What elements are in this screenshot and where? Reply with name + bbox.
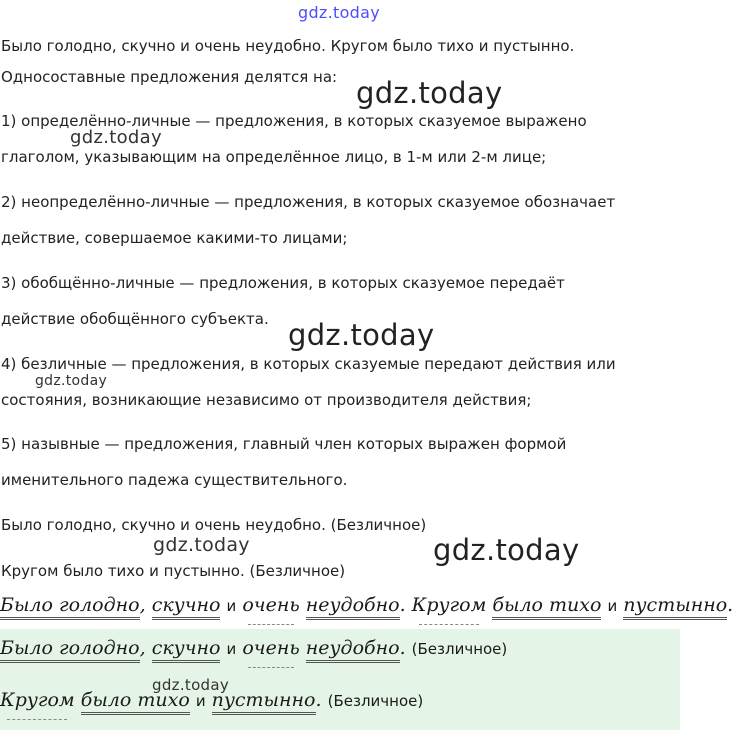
answer-type-label: (Безличное) — [411, 640, 508, 658]
parsed-adverbial-1: очень — [242, 594, 300, 616]
answer-type-label: (Безличное) — [327, 692, 424, 710]
answer-predicate-2: скучно — [152, 637, 221, 663]
parsed-predicate-3: неудобно — [306, 594, 400, 620]
parsed-predicate-1: Было голодно — [0, 594, 140, 620]
parsed-sentence — [0, 594, 733, 620]
list-item-1-line-2: глаголом, указывающим на определённое лицо, в 1-м или 2-м лице; — [1, 148, 547, 166]
answer-predicate-4: было тихо — [81, 689, 190, 715]
parsed-comma: , — [139, 594, 146, 616]
list-item-3-line-2: действие обобщённого субъекта. — [1, 310, 269, 328]
list-item-1-line-1: 1) определённо-личные — предложения, в которых сказуемое выражено — [1, 112, 587, 130]
answer-conjunction: и — [195, 692, 206, 710]
watermark: gdz.today — [35, 373, 108, 389]
answer-comma: , — [139, 637, 146, 659]
result-line-1: Было голодно, скучно и очень неудобно. (Безличное) — [1, 516, 427, 534]
watermark: gdz.today — [70, 127, 162, 148]
watermark: gdz.today — [433, 533, 580, 567]
parsed-predicate-5: пустынно — [623, 594, 727, 620]
list-item-5-line-2: именительного падежа существительного. — [1, 471, 348, 489]
answer-period: . — [399, 637, 406, 659]
answer-predicate-1: Было голодно — [0, 637, 140, 663]
list-item-3-line-1: 3) обобщённо-личные — предложения, в которых сказуемое передаёт — [1, 274, 565, 292]
parsed-predicate-2: скучно — [152, 594, 221, 620]
parsed-period: . — [727, 594, 733, 616]
list-item-5-line-1: 5) назывные — предложения, главный член которых выражен формой — [1, 435, 567, 453]
sentence-text: Было голодно, скучно и очень неудобно. Кругом было тихо и пустынно. — [1, 37, 575, 55]
watermark: gdz.today — [298, 3, 380, 22]
watermark: gdz.today — [288, 318, 435, 352]
answer-line-1 — [0, 637, 507, 663]
list-item-4-line-2: состояния, возникающие независимо от производителя действия; — [1, 391, 532, 409]
answer-predicate-3: неудобно — [306, 637, 400, 663]
watermark: gdz.today — [152, 676, 230, 694]
watermark: gdz.today — [356, 76, 503, 110]
answer-adverbial: очень — [242, 637, 300, 659]
intro-text: Односоставные предложения делятся на: — [1, 68, 338, 86]
answer-line-2 — [0, 689, 423, 715]
answer-adverbial: Кругом — [0, 689, 75, 711]
parsed-conjunction: и — [607, 597, 618, 615]
parsed-predicate-4: было тихо — [492, 594, 601, 620]
answer-conjunction: и — [226, 640, 237, 658]
list-item-4-line-1: 4) безличные — предложения, в которых сказуемые передают действия или — [1, 355, 616, 373]
answer-predicate-5: пустынно — [212, 689, 316, 715]
parsed-adverbial-2: Кругом — [411, 594, 487, 616]
list-item-2-line-2: действие, совершаемое какими-то лицами; — [1, 229, 348, 247]
result-line-2: Кругом было тихо и пустынно. (Безличное) — [1, 562, 346, 580]
watermark: gdz.today — [153, 534, 250, 556]
list-item-2-line-1: 2) неопределённо-личные — предложения, в которых сказуемое обозначает — [1, 193, 616, 211]
parsed-period: . — [399, 594, 406, 616]
answer-period: . — [315, 689, 322, 711]
parsed-conjunction: и — [226, 597, 237, 615]
